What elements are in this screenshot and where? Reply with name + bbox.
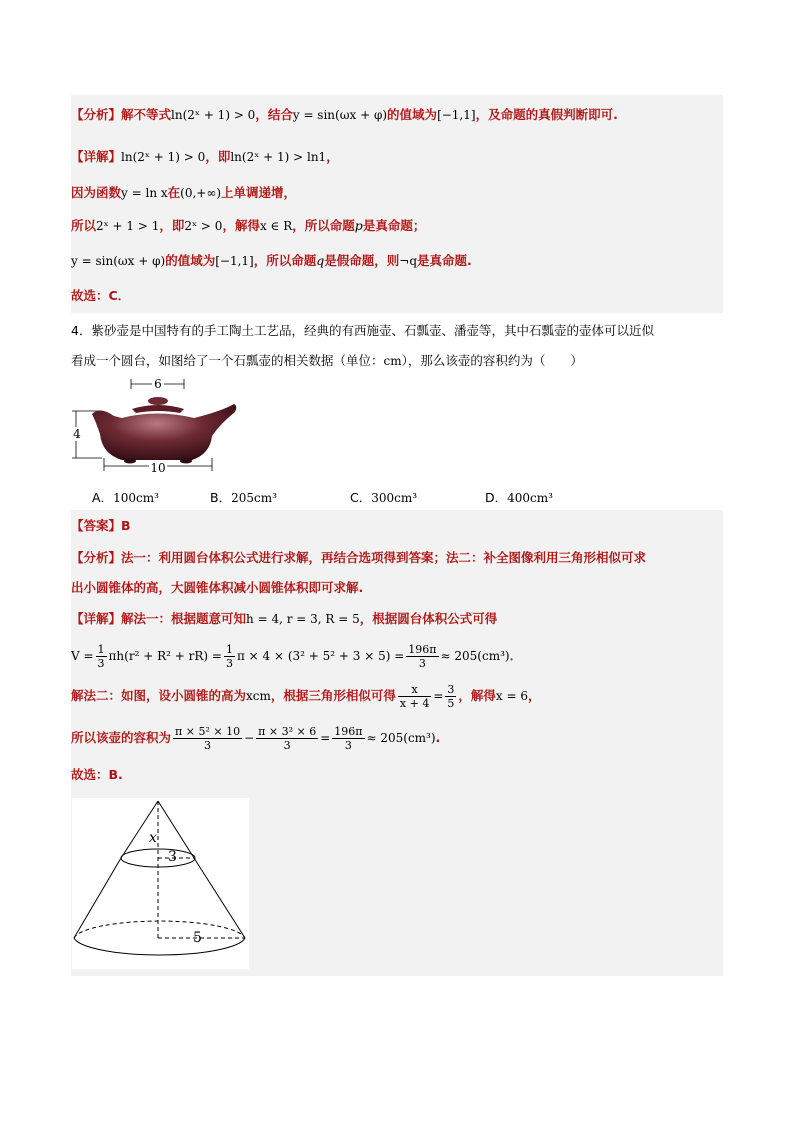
answer-line [71, 516, 131, 536]
detail-line-3: 所以2ˣ + 1 > 1，即2ˣ > 0，解得x ∈ R，所以命题p是真命题； [71, 218, 426, 233]
cone-figure [72, 798, 249, 969]
analysis2-line-1: 【分析】法一：利用圆台体积公式进行求解，再结合选项得到答案；法二：补全图像利用三角形相似可求 [71, 550, 647, 565]
option-b[interactable]: B．205cm³ [210, 490, 277, 505]
capacity-line: 所以该壶的容积为 $\frac{\text{π × 5² × 10}}{3}$ − $\frac{\text{π × 3² × 6}}{3}$ = $\frac{196\pi}{3}$ ≈ 205(cm³). [71, 725, 441, 752]
option-a[interactable]: A．100cm³ [92, 490, 159, 505]
answer-value: B [121, 518, 131, 533]
choice-line-1: 故选：C． [71, 288, 131, 303]
detail-line-4: y = sin(ωx + φ)的值域为[−1,1]，所以命题q是假命题，则¬q是真命题. [71, 253, 472, 268]
label-x: x [149, 830, 157, 846]
label-5: 5 [193, 930, 202, 946]
analysis2-line-2: 出小圆锥体的高，大圆锥体积减小圆锥体积即可求解. [71, 580, 364, 595]
question-4-line-1: 4．紫砂壶是中国特有的手工陶土工艺品，经典的有西施壶、石瓢壶、潘壶等，其中石瓢壶的壶体可以近似 [71, 323, 654, 338]
frustum-left-edge [74, 858, 121, 938]
analysis-tag: 【分析】 [71, 107, 122, 122]
volume-formula-line: V = $\frac{1}{3}$ πh(r² + R² + rR) = $\frac{1}{3}$ π × 4 × (3² + 5² + 3 × 5) = $\frac{196\pi}{3}$ ≈ 205(cm³)． [71, 643, 523, 670]
solution-block-1 [71, 95, 723, 313]
analysis-line-1: 【分析】解不等式ln(2ˣ + 1) > 0，结合y = sin(ωx + φ)的值域为[−1,1]，及命题的真假判断即可. [71, 107, 618, 122]
question-4-line-2: 看成一个圆台，如图给了一个石瓢壶的相关数据（单位：cm），那么该壶的容积约为（ ） [71, 353, 583, 368]
dim-side-label: 4 [73, 427, 81, 441]
detail-line-1: 【详解】ln(2ˣ + 1) > 0，即ln(2ˣ + 1) > ln1， [71, 149, 339, 164]
label-3: 3 [168, 849, 177, 865]
answer-tag: 【答案】 [71, 518, 122, 533]
teapot-figure [72, 376, 242, 476]
dim-top-label: 6 [154, 377, 162, 391]
detail-tag: 【详解】 [71, 149, 122, 164]
option-d[interactable]: D．400cm³ [485, 490, 553, 505]
detail-line-2: 因为函数y = ln x在(0,+∞)上单调递增， [71, 185, 297, 200]
method2-line: 解法二：如图，设小圆锥的高为xcm，根据三角形相似可得 $\frac{x}{x + 4}$ = $\frac{3}{5}$ ，解得x = 6， [71, 683, 541, 710]
bottom-ellipse-front [74, 938, 245, 955]
choice-line-2: 故选：B. [71, 767, 123, 782]
bottom-ellipse-back [74, 921, 245, 938]
detail2-line-1: 【详解】解法一：根据题意可知h = 4, r = 3, R = 5，根据圆台体积公式可得 [71, 611, 498, 626]
option-c[interactable]: C．300cm³ [350, 490, 418, 505]
dim-bottom-label: 10 [150, 461, 166, 475]
teapot-body [92, 404, 236, 460]
